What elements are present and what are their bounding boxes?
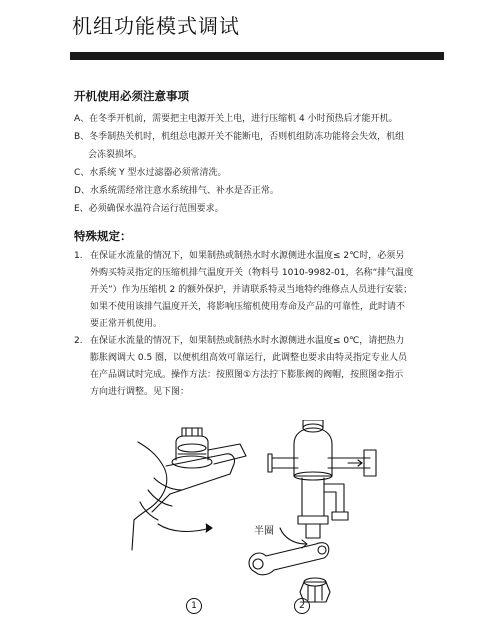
- notice-item-d: D、水系统需经常注意水系统排气、补水是否正常。: [74, 186, 279, 196]
- figure-1-wrench-drawing: [132, 428, 246, 550]
- figure-1-number: 1: [186, 598, 202, 614]
- special-rule-1: 1. 在保证水流量的情况下，如果制热或制热水时水源侧进水温度≤ 2℃时，必须另 外购买特灵指定的压缩机排气温度开关（物料号 1010-9982-01，名称“排气温度 开关”）作为压缩机 2 的额外保护，并请联系特灵当地特约维修点人员进行安装； 如果不使用该排气温度开关，将影响压缩机使用寿命及产品的可靠性，此时请不 要正常开机使用。: [74, 251, 414, 329]
- valve-adjustment-figure: [130, 420, 380, 620]
- special-rule-2: 2. 在保证水流量的情况下，如果制热或制热水时水源侧进水温度≤ 0℃，请把热力 膨胀阀调大 0.5 圈，以便机组高效可靠运行，此调整也要求由特灵指定专业人员 在产品调试时完成。操作方法：按照图①方法拧下膨胀阀的阀帽，按照图②指示 方向进行调整。见下图：: [74, 336, 408, 397]
- page-title: 机组功能模式调试: [72, 14, 240, 38]
- special-rules-list: [74, 248, 459, 401]
- valve-illustration: [130, 420, 380, 620]
- startup-notice-list: [74, 110, 454, 218]
- figure-2-valve-drawing: [249, 420, 376, 602]
- figure-2-number: 2: [294, 598, 310, 614]
- startup-notice-heading: 开机使用必须注意事项: [74, 89, 189, 103]
- notice-item-e: E、必须确保水温符合运行范围要求。: [74, 204, 224, 214]
- notice-item-b: B、冬季制热关机时，机组总电源开关不能断电，否则机组防冻功能将会失效，机组 会冻裂损坏。: [74, 132, 405, 160]
- notice-item-c: C、水系统 Y 型水过滤器必须常清洗。: [74, 168, 227, 178]
- half-turn-label: 半圈: [254, 526, 274, 537]
- title-underline-bar: [70, 52, 444, 60]
- special-rules-heading: 特殊规定：: [74, 229, 132, 243]
- notice-item-a: A、在冬季开机前，需要把主电源开关上电，进行压缩机 4 小时预热后才能开机。: [74, 114, 398, 124]
